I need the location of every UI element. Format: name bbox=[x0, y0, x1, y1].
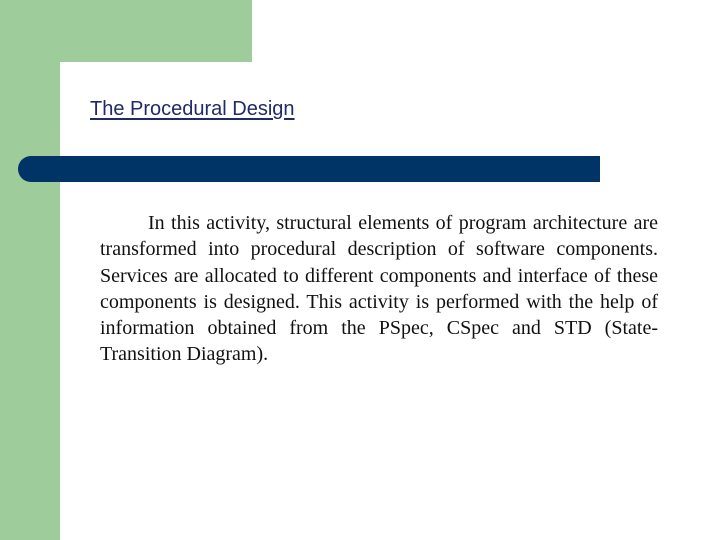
top-accent-band bbox=[0, 0, 252, 62]
slide-body-text: In this activity, structural elements of program architecture are transformed into procedural description of software components. Services are allocated to different components and interface of these components is designed. This activity is performed with the help of information obtained from the PSpec, CSpec and STD (State-Transition Diagram). bbox=[100, 212, 658, 366]
slide-title: The Procedural Design bbox=[90, 98, 295, 120]
title-divider-bar bbox=[18, 156, 600, 182]
left-accent-band bbox=[0, 0, 60, 540]
